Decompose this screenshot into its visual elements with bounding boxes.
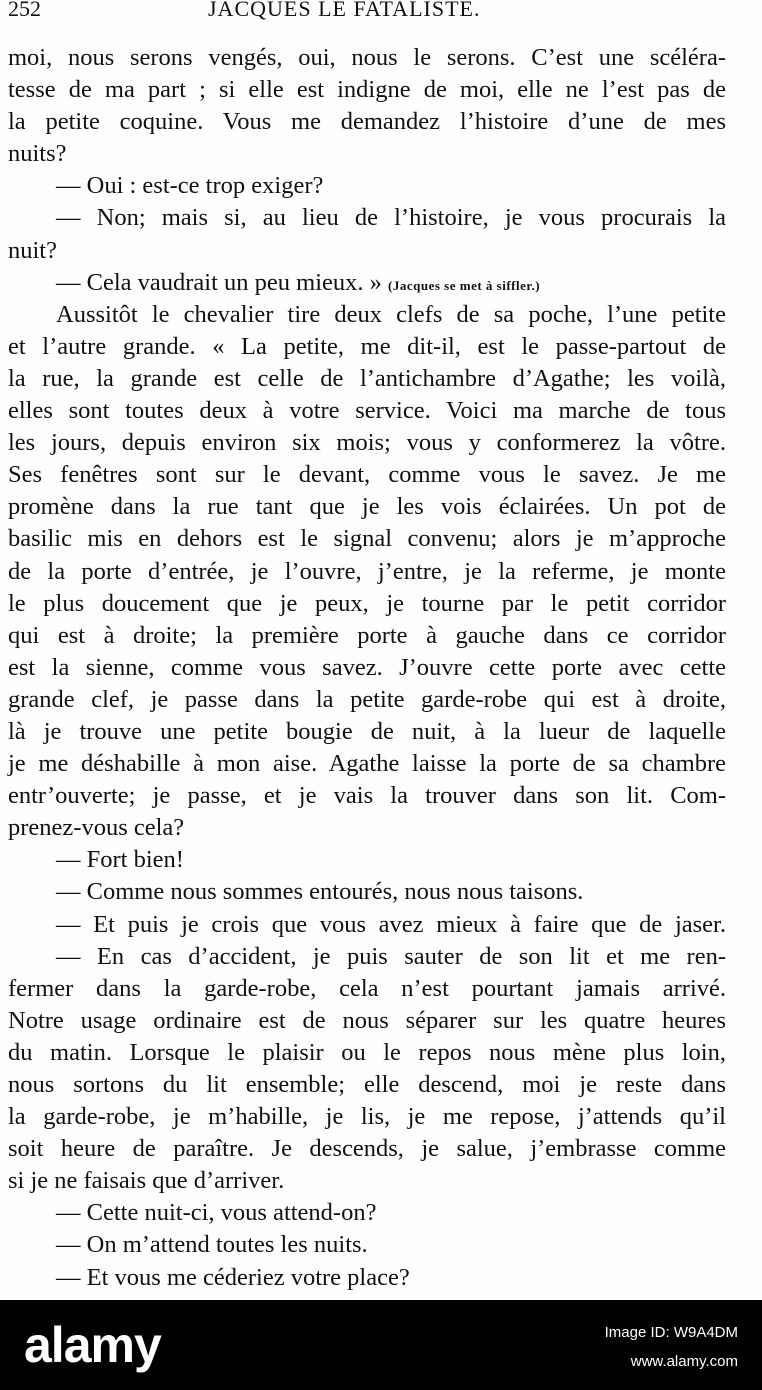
text-line xyxy=(8,202,726,234)
text-line xyxy=(8,235,726,267)
text-line-content: Ses fenêtres sont sur le devant, comme vous le savez. Je me xyxy=(8,461,726,489)
text-line-content: — En cas d’accident, je puis sauter de son lit et me ren- xyxy=(56,942,726,970)
text-line xyxy=(8,973,726,1005)
text-line xyxy=(8,331,726,363)
text-line-content: entr’ouverte; je passe, et je vais la trouver dans son lit. Com- xyxy=(8,782,726,810)
text-line-content: Notre usage ordinaire est de nous séparer sur les quatre heures xyxy=(8,1006,726,1034)
text-line-content: — Comme nous sommes entourés, nous nous taisons. xyxy=(56,878,584,906)
text-line-content: la rue, la grande est celle de l’antichambre d’Agathe; les voilà, xyxy=(8,364,726,392)
text-line xyxy=(8,941,726,973)
text-line xyxy=(8,716,726,748)
text-line xyxy=(8,1069,726,1101)
text-line xyxy=(8,74,726,106)
text-line xyxy=(8,170,726,202)
text-line-content: prenez-vous cela? xyxy=(8,814,185,842)
text-line xyxy=(8,1005,726,1037)
text-line-content: — Cette nuit-ci, vous attend-on? xyxy=(56,1199,377,1227)
text-line xyxy=(8,1229,726,1261)
text-line-content: Aussitôt le chevalier tire deux clefs de sa poche, l’une petite xyxy=(56,300,726,328)
text-line xyxy=(8,1262,726,1294)
text-line xyxy=(8,427,726,459)
text-line xyxy=(8,106,726,138)
site-url: www.alamy.com xyxy=(630,1353,738,1370)
text-line xyxy=(8,1037,726,1069)
text-line-content: — Non; mais si, au lieu de l’histoire, je vous procurais la xyxy=(56,204,726,232)
text-line xyxy=(8,844,726,876)
text-line xyxy=(8,556,726,588)
watermark-banner xyxy=(0,1300,762,1390)
text-line-content: du matin. Lorsque le plaisir ou le repos nous mène plus loin, xyxy=(8,1038,726,1066)
text-line-content: la petite coquine. Vous me demandez l’histoire d’une de mes xyxy=(8,108,726,136)
text-line-content: — Cela vaudrait un peu mieux. » xyxy=(56,268,382,296)
text-line-content: promène dans la rue tant que je les vois éclairées. Un pot de xyxy=(8,493,726,521)
alamy-logo: alamy xyxy=(24,1317,161,1373)
text-line-content: tesse de ma part ; si elle est indigne de moi, elle ne l’est pas de xyxy=(8,76,726,104)
text-line xyxy=(8,684,726,716)
text-line xyxy=(8,620,726,652)
text-line-content: elles sont toutes deux à votre service. Voici ma marche de tous xyxy=(8,397,726,425)
text-line xyxy=(8,909,726,941)
text-line-content: fermer dans la garde-robe, cela n’est pourtant jamais arrivé. xyxy=(8,974,726,1002)
text-line xyxy=(8,138,726,170)
text-line-content: — Et puis je crois que vous avez mieux à faire que de jaser. xyxy=(56,910,726,938)
running-header xyxy=(8,0,754,22)
text-line-content: — Et vous me céderiez votre place? xyxy=(56,1263,410,1291)
text-line xyxy=(8,299,726,331)
text-line-content: là je trouve une petite bougie de nuit, à la lueur de laquelle xyxy=(8,717,726,745)
text-line xyxy=(8,1165,726,1197)
text-line-content: qui est à droite; la première porte à gauche dans ce corridor xyxy=(8,621,726,649)
text-line-content: les jours, depuis environ six mois; vous y conformerez la vôtre. xyxy=(8,429,726,457)
text-line-content: nuit? xyxy=(8,236,57,264)
text-line xyxy=(8,876,726,908)
text-line-content: je me déshabille à mon aise. Agathe laisse la porte de sa chambre xyxy=(8,750,726,778)
text-line xyxy=(8,491,726,523)
text-line-content: est la sienne, comme vous savez. J’ouvre cette porte avec cette xyxy=(8,653,726,681)
text-line-content: — Oui : est-ce trop exiger? xyxy=(56,172,324,200)
body-text xyxy=(8,42,726,1294)
text-line-content: nous sortons du lit ensemble; elle descend, moi je reste dans xyxy=(8,1071,726,1098)
text-line-content: — On m’attend toutes les nuits. xyxy=(56,1231,368,1259)
text-line-content: de la porte d’entrée, je l’ouvre, j’entre, je la referme, je monte xyxy=(8,557,726,585)
text-line-content: moi, nous serons vengés, oui, nous le serons. C’est une scéléra- xyxy=(8,44,726,71)
text-line xyxy=(8,1197,726,1229)
text-line xyxy=(8,459,726,491)
text-line-content: basilic mis en dehors est le signal convenu; alors je m’approche xyxy=(8,525,726,553)
text-line-content: le plus doucement que je peux, je tourne par le petit corridor xyxy=(8,589,726,617)
text-line-content: si je ne faisais que d’arriver. xyxy=(8,1167,285,1195)
text-line xyxy=(8,363,726,395)
text-line xyxy=(8,42,726,74)
text-line-content: — Fort bien! xyxy=(56,846,184,874)
text-line xyxy=(8,780,726,812)
stage-direction: (Jacques se met à siffler.) xyxy=(388,277,541,293)
page-number: 252 xyxy=(8,0,41,21)
text-line xyxy=(8,588,726,620)
text-line-content: soit heure de paraître. Je descends, je salue, j’embrasse comme xyxy=(8,1135,726,1163)
text-line xyxy=(8,1133,726,1165)
text-line xyxy=(8,812,726,844)
text-line-content: et l’autre grande. « La petite, me dit-il, est le passe-partout de xyxy=(8,332,726,360)
text-line xyxy=(8,267,726,299)
text-line xyxy=(8,652,726,684)
image-id: Image ID: W9A4DM xyxy=(604,1324,738,1341)
text-line xyxy=(8,523,726,555)
text-line-content: grande clef, je passe dans la petite garde-robe qui est à droite, xyxy=(8,685,726,713)
text-line-content: la garde-robe, je m’habille, je lis, je me repose, j’attends qu’il xyxy=(8,1103,726,1131)
text-line-content: nuits? xyxy=(8,140,67,168)
book-title: JACQUES LE FATALISTE. xyxy=(208,0,481,21)
text-line xyxy=(8,395,726,427)
text-line xyxy=(8,748,726,780)
text-line xyxy=(8,1101,726,1133)
